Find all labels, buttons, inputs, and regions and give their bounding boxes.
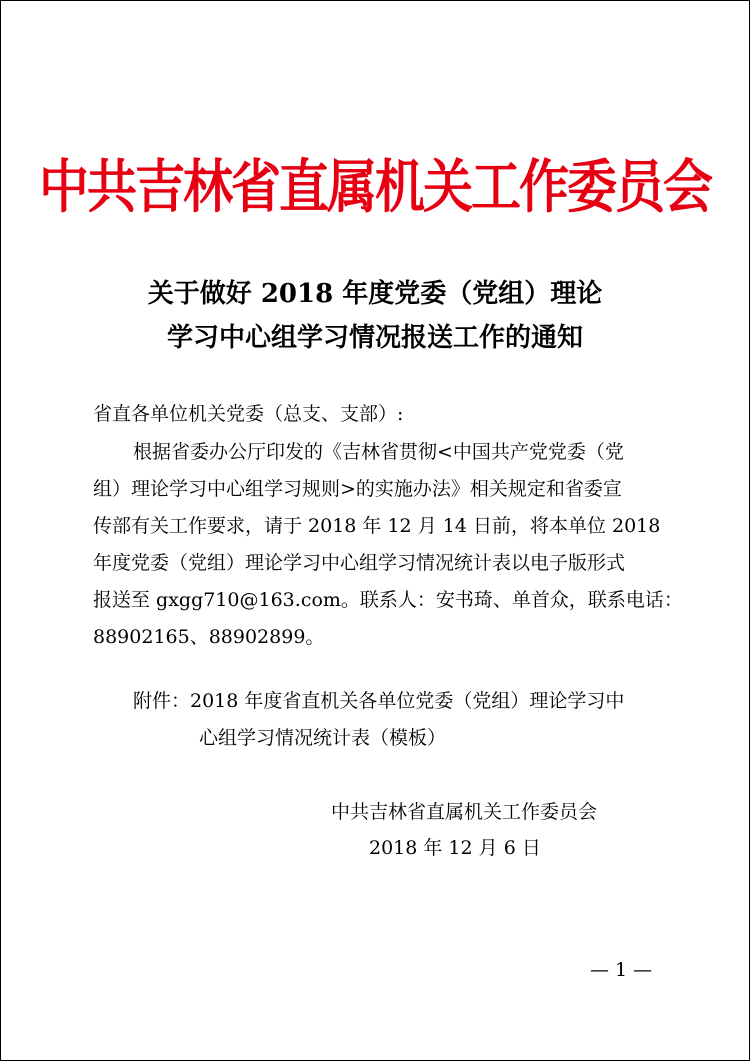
page-number: — 1 — bbox=[590, 959, 653, 981]
issuing-organization-header: 中共吉林省直属机关工作委员会 bbox=[39, 153, 711, 221]
salutation: 省直各单位机关党委（总支、支部）: bbox=[93, 403, 404, 425]
signature-date: 2018 年 12 月 6 日 bbox=[369, 837, 541, 859]
attachment-line: 心组学习情况统计表（模板） bbox=[199, 727, 447, 749]
attachment-line: 附件：2018 年度省直机关各单位党委（党组）理论学习中 bbox=[133, 690, 625, 712]
document-title-line-2: 学习中心组学习情况报送工作的通知 bbox=[166, 323, 583, 353]
document-title-line-1: 关于做好 2018 年度党委（党组）理论 bbox=[147, 279, 603, 309]
signature-organization: 中共吉林省直属机关工作委员会 bbox=[331, 801, 598, 823]
paragraph-line: 报送至 gxgg710@163.com。联系人：安书琦、单首众，联系电话： bbox=[93, 589, 683, 611]
paragraph-line: 88902165、88902899。 bbox=[93, 626, 325, 648]
paragraph-line: 组）理论学习中心组学习规则>的实施办法》相关规定和省委宣 bbox=[93, 478, 622, 500]
paragraph-line: 传部有关工作要求，请于 2018 年 12 月 14 日前，将本单位 2018 bbox=[93, 515, 661, 537]
paragraph-line: 年度党委（党组）理论学习中心组学习情况统计表以电子版形式 bbox=[93, 552, 626, 574]
paragraph-line: 根据省委办公厅印发的《吉林省贯彻<中国共产党党委（党 bbox=[133, 441, 624, 463]
